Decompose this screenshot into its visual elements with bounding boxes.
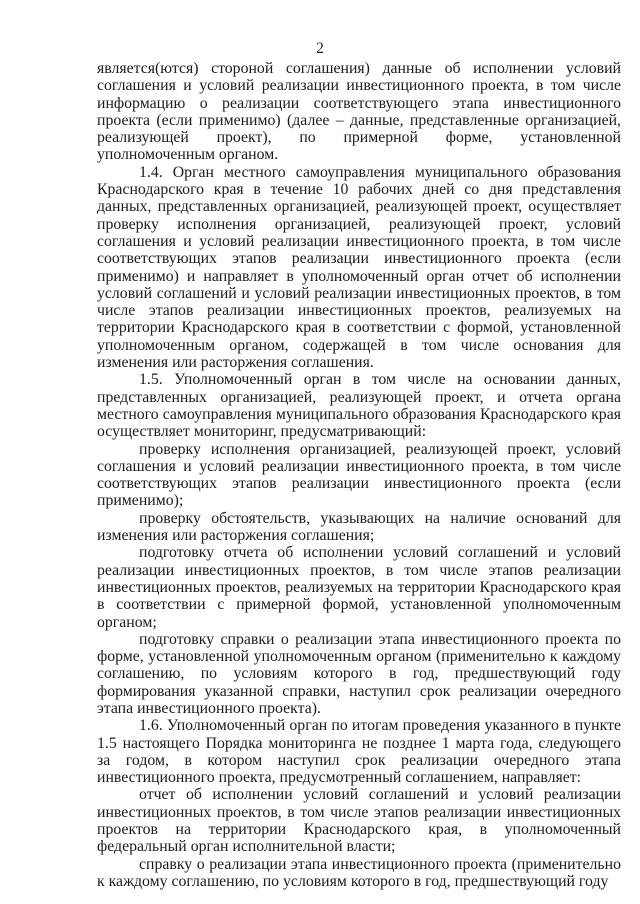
page-number: 2 [316,40,324,57]
list-item-verification-circumstances: проверку обстоятельств, указывающих на наличие оснований для изменения или расторжения соглашения; [97,509,621,545]
paragraph-1-6: 1.6. Уполномоченный орган по итогам проведения указанного в пункте 1.5 настоящего Порядка мониторинга не позднее 1 марта года, следующего за годом, в котором наступил срок реализации очередного этапа инвестиционного проекта, предусмотренный соглашением, направляет: [97,717,621,787]
list-item-certificate-submission: справку о реализации этапа инвестиционного проекта (применительно к каждому соглашению, по условиям которого в год, предшествующий году [97,855,621,890]
paragraph-1-5: 1.5. Уполномоченный орган в том числе на основании данных, представленных организацией, реализующей проект, и отчета органа местного самоуправления муниципального образования Краснодарского края осуществляет мониторинг, предусматривающий: [97,371,621,441]
list-item-certificate-preparation: подготовку справки о реализации этапа инвестиционного проекта по форме, установленной уполномоченным органом (применительно к каждому соглашению, по условиям которого в год, предшествующий году формирования указанной справки, наступил срок реализации очередного этапа инвестиционного проекта). [97,630,621,717]
document-body [97,60,621,890]
list-item-report-submission: отчет об исполнении условий соглашений и условий реализации инвестиционных проектов, в том числе этапов реализации инвестиционных проектов на территории Краснодарского края, в уполномоченный федеральный орган исполнительной власти; [97,786,621,856]
paragraph-1-4: 1.4. Орган местного самоуправления муниципального образования Краснодарского края в течение 10 рабочих дней со дня представления данных, представленных организацией, реализующей проект, осуществляет проверку исполнения организацией, реализующей проект, условий соглашения и условий реализации инвестиционного проекта, в том числе соответствующих этапов реализации инвестиционного проекта (если применимо) и направляет в уполномоченный орган отчет об исполнении условий соглашений и условий реализации инвестиционных проектов, в том числе этапов реализации инвестиционных проектов, реализуемых на территории Краснодарского края в соответствии с формой, установленной уполномоченным органом, содержащей в том числе основания для изменения или расторжения соглашения. [97,163,621,372]
list-item-report-preparation: подготовку отчета об исполнении условий соглашений и условий реализации инвестиционных проектов, в том числе этапов реализации инвестиционных проектов, реализуемых на территории Краснодарского края в соответствии с примерной формой, установленной уполномоченным органом; [97,544,621,631]
list-item-verification-conditions: проверку исполнения организацией, реализующей проект, условий соглашения и условий реализации инвестиционного проекта, в том числе соответствующих этапов реализации инвестиционного проекта (если применимо); [97,440,621,510]
paragraph-continuation: является(ются) стороной соглашения) данные об исполнении условий соглашения и условий реализации инвестиционного проекта, в том числе информацию о реализации соответствующего этапа инвестиционного проекта (если применимо) (далее – данные, представленные организацией, реализующей проект), по примерной форме, установленной уполномоченным органом. [97,60,621,164]
